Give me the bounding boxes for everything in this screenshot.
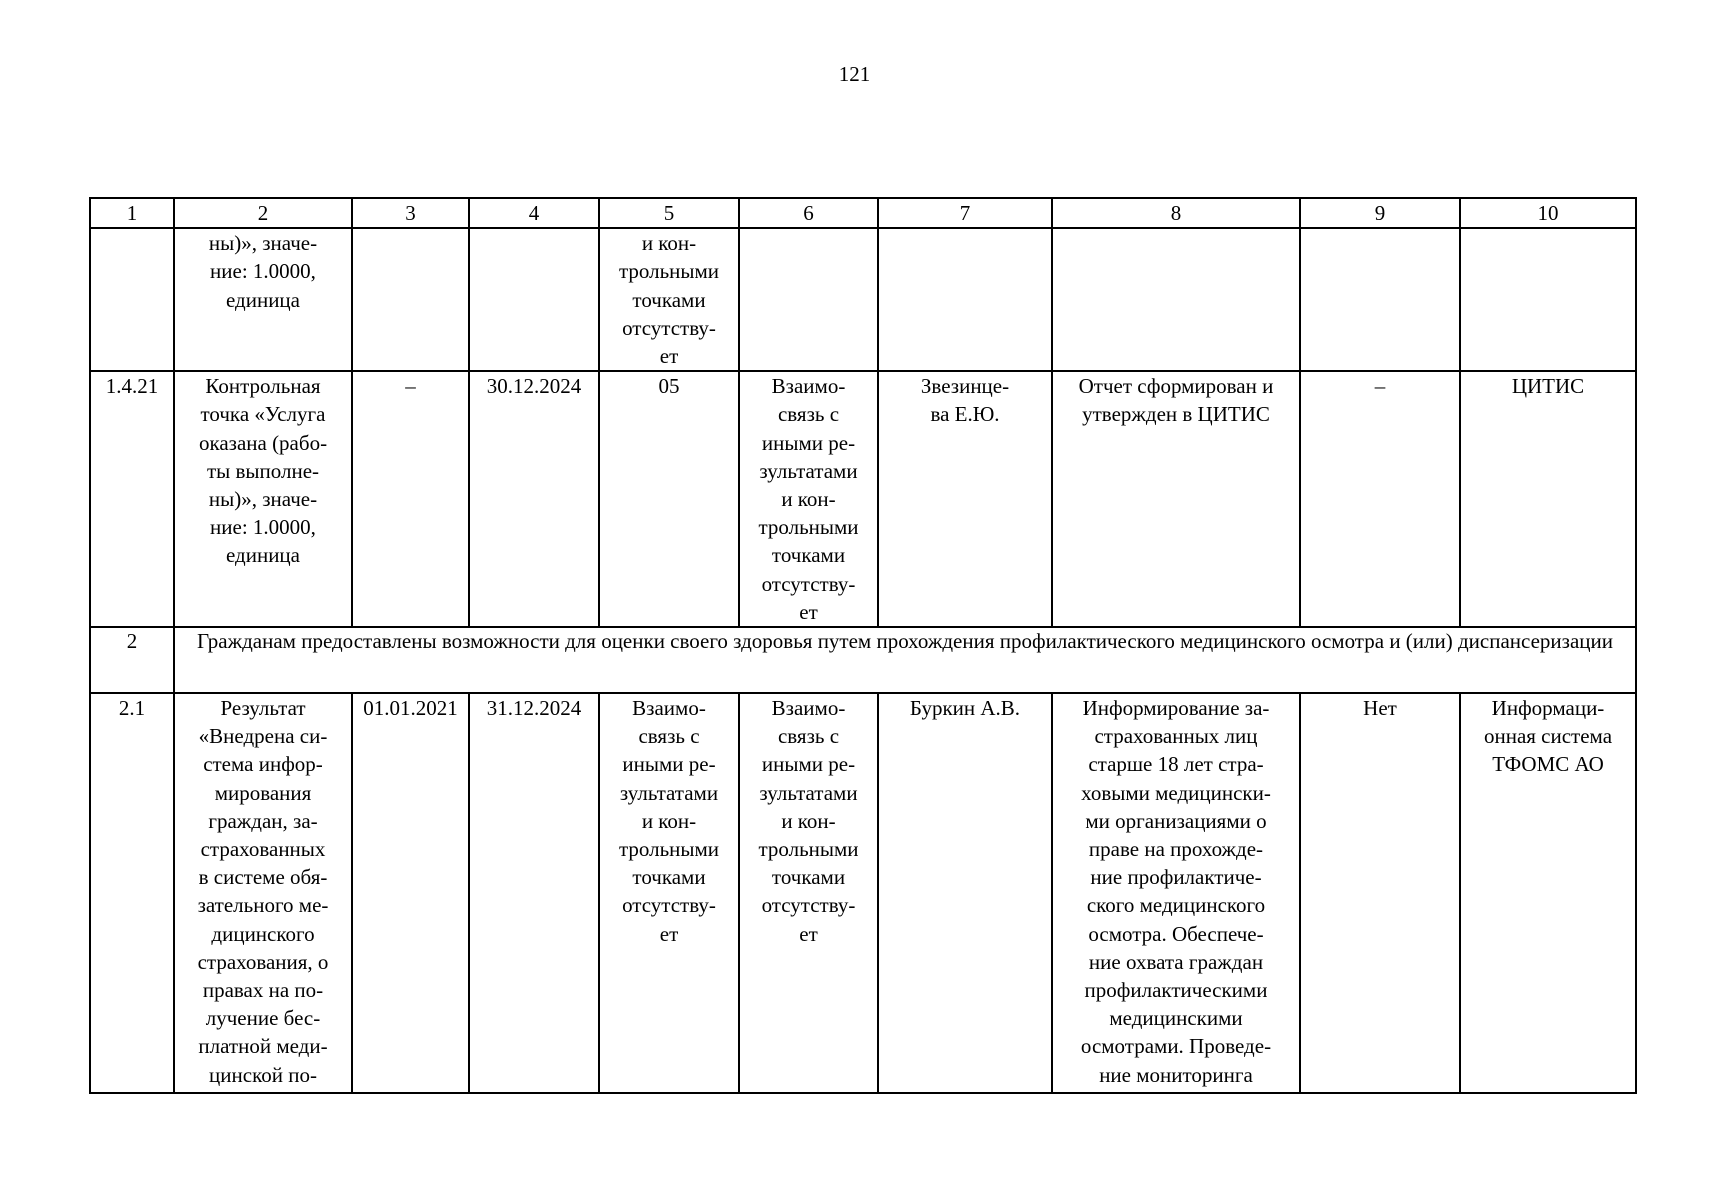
table-cell: ЦИТИС [1460,371,1636,627]
plan-table [89,197,1637,1094]
column-header: 9 [1300,198,1460,228]
table-cell [1052,228,1300,371]
table-cell: Взаимо- связь с иными ре- зультатами и кон- трольными точками отсутству- ет [739,693,878,1093]
column-header: 5 [599,198,739,228]
table-cell: Взаимо- связь с иными ре- зультатами и кон- трольными точками отсутству- ет [739,371,878,627]
column-header: 2 [174,198,352,228]
table-cell: 30.12.2024 [469,371,599,627]
table-cell [739,228,878,371]
table-cell: Контрольная точка «Услуга оказана (рабо- ты выполне- ны)», значе- ние: 1.0000, единица [174,371,352,627]
column-header: 1 [90,198,174,228]
column-header: 3 [352,198,469,228]
table-row-2-1 [90,693,1636,1093]
table-cell: 05 [599,371,739,627]
table-cell: Буркин А.В. [878,693,1052,1093]
table-row-continuation [90,228,1636,371]
column-header: 10 [1460,198,1636,228]
table-row-section-2 [90,627,1636,693]
row-number: 2 [90,627,174,693]
table-cell [469,228,599,371]
column-header: 4 [469,198,599,228]
table-cell: ны)», значе- ние: 1.0000, единица [174,228,352,371]
column-header: 7 [878,198,1052,228]
table-row-1-4-21 [90,371,1636,627]
table-cell: Информирование за- страхованных лиц старше 18 лет стра- ховыми медицински- ми организациями о праве на прохожде- ние профилактиче- ского медицинского осмотра. Обеспече- ние охвата граждан профилактическими медицинскими осмотрами. Проведе- ние мониторинга [1052,693,1300,1093]
table-cell: – [1300,371,1460,627]
table-cell [90,228,174,371]
table-cell [1460,228,1636,371]
table-cell [1300,228,1460,371]
table-cell: Результат «Внедрена си- стема инфор- мирования граждан, за- страхованных в системе обя- зательного ме- дицинского страхования, о правах на по- лучение бес- платной меди- цинской по- [174,693,352,1093]
table-cell: и кон- трольными точками отсутству- ет [599,228,739,371]
column-header: 8 [1052,198,1300,228]
table-cell: Взаимо- связь с иными ре- зультатами и кон- трольными точками отсутству- ет [599,693,739,1093]
table-cell: Отчет сформирован и утвержден в ЦИТИС [1052,371,1300,627]
table-cell: 31.12.2024 [469,693,599,1093]
table-cell: – [352,371,469,627]
table-cell: 01.01.2021 [352,693,469,1093]
table-cell: Нет [1300,693,1460,1093]
table-cell: Звезинце- ва Е.Ю. [878,371,1052,627]
table-cell [352,228,469,371]
page-number: 121 [838,62,871,86]
section-title: Гражданам предоставлены возможности для оценки своего здоровья путем прохождения профилактического медицинского осмотра и (или) диспансеризации [174,627,1636,693]
table-cell [878,228,1052,371]
table-header-row [90,198,1636,228]
row-number: 2.1 [90,693,174,1093]
column-header: 6 [739,198,878,228]
table-cell: Информаци- онная система ТФОМС АО [1460,693,1636,1093]
row-number: 1.4.21 [90,371,174,627]
